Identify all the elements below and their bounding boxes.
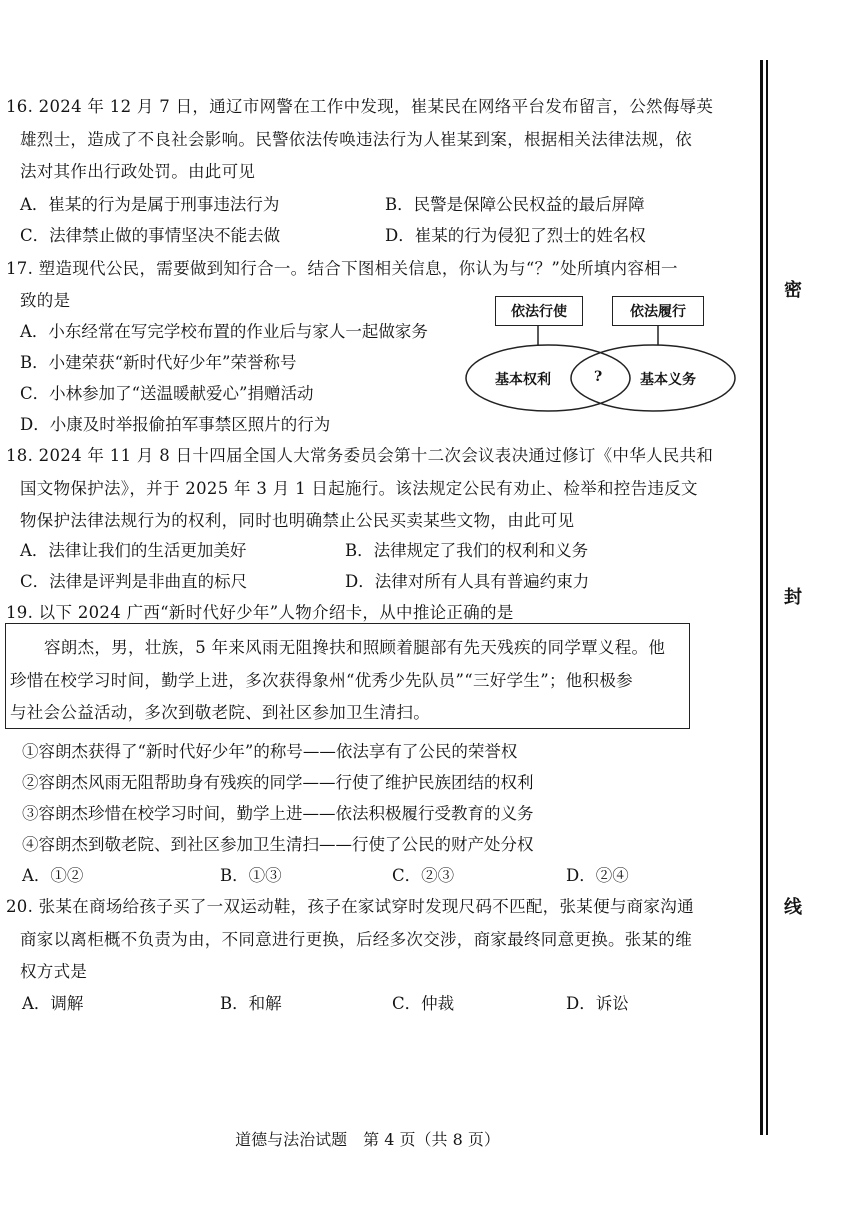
q19-option-d: D．②④ [566, 866, 629, 885]
q16-stem-line-2: 雄烈士，造成了不良社会影响。民警依法传唤违法行为人崔某到案，根据相关法律法规，依 [20, 130, 692, 149]
seal-mark-mi: 密 [784, 280, 802, 301]
q17-stem-line-1: 17. 塑造现代公民，需要做到知行合一。结合下图相关信息，你认为与“？”处所填内容相一 [6, 259, 678, 278]
q16-stem-line-3: 法对其作出行政处罚。由此可见 [20, 162, 256, 181]
q20-stem-line-1: 20. 张某在商场给孩子买了一双运动鞋，孩子在家试穿时发现尺码不匹配，张某便与商家沟通 [6, 897, 694, 916]
q19-statement-1: ①容朗杰获得了“新时代好少年”的称号——依法享有了公民的荣誉权 [22, 742, 518, 761]
q20-option-a: A．调解 [22, 994, 84, 1013]
q17-option-d: D．小康及时举报偷拍军事禁区照片的行为 [20, 415, 331, 434]
label-basic-rights: 基本权利 [495, 372, 551, 388]
q20-option-d: D．诉讼 [566, 994, 629, 1013]
q20-stem-line-3: 权方式是 [20, 962, 88, 981]
q16-option-b: B．民警是保障公民权益的最后屏障 [385, 195, 645, 214]
q16-option-a: A．崔某的行为是属于刑事违法行为 [20, 195, 280, 214]
q18-option-a: A．法律让我们的生活更加美好 [20, 541, 247, 560]
q19-option-a: A．①② [22, 866, 84, 885]
seal-mark-feng: 封 [784, 587, 802, 608]
q19-option-b: B．①③ [220, 866, 282, 885]
rights-duties-diagram [460, 290, 740, 440]
q16-option-c: C．法律禁止做的事情坚决不能去做 [20, 226, 281, 245]
q16-stem-line-1: 16. 2024 年 12 月 7 日，通辽市网警在工作中发现，崔某民在网络平台发布留言，公然侮辱英 [6, 97, 714, 116]
q17-stem-line-2: 致的是 [20, 291, 71, 310]
q19-stem: 19. 以下 2024 广西“新时代好少年”人物介绍卡，从中推论正确的是 [6, 603, 514, 622]
profile-card-line-3: 与社会公益活动，多次到敬老院、到社区参加卫生清扫。 [10, 703, 430, 722]
q19-statement-2: ②容朗杰风雨无阻帮助身有残疾的同学——行使了维护民族团结的权利 [22, 773, 534, 792]
profile-card-line-2: 珍惜在校学习时间，勤学上进，多次获得象州“优秀少先队员”“三好学生”；他积极参 [10, 671, 633, 690]
q17-option-a: A．小东经常在写完学校布置的作业后与家人一起做家务 [20, 322, 428, 341]
q20-option-c: C．仲裁 [392, 994, 455, 1013]
q17-option-b: B．小建荣获“新时代好少年”荣誉称号 [20, 353, 297, 372]
box-perform-lawfully: 依法履行 [612, 296, 704, 326]
q20-option-b: B．和解 [220, 994, 282, 1013]
seal-mark-xian: 线 [784, 897, 802, 918]
q19-option-c: C．②③ [392, 866, 455, 885]
binding-line-outer [766, 60, 768, 1135]
q18-stem-line-2: 国文物保护法》，并于 2025 年 3 月 1 日起施行。该法规定公民有劝止、检举和控告违反文 [20, 479, 698, 498]
q18-option-b: B．法律规定了我们的权利和义务 [345, 541, 589, 560]
q18-stem-line-3: 物保护法律法规行为的权利，同时也明确禁止公民买卖某些文物，由此可见 [20, 511, 575, 530]
q18-option-d: D．法律对所有人具有普遍约束力 [345, 572, 590, 591]
page-footer: 道德与法治试题 第 4 页（共 8 页） [235, 1130, 500, 1149]
q20-stem-line-2: 商家以离柜概不负责为由，不同意进行更换，后经多次交涉，商家最终同意更换。张某的维 [20, 930, 692, 949]
q16-option-d: D．崔某的行为侵犯了烈士的姓名权 [385, 226, 646, 245]
box-exercise-lawfully: 依法行使 [495, 296, 583, 326]
profile-card-line-1: 容朗杰，男，壮族，5 年来风雨无阻搀扶和照顾着腿部有先天残疾的同学覃义程。他 [44, 638, 666, 657]
q18-option-c: C．法律是评判是非曲直的标尺 [20, 572, 248, 591]
binding-line-inner [760, 60, 763, 1135]
label-question-mark: ? [594, 369, 603, 385]
q19-statement-3: ③容朗杰珍惜在校学习时间，勤学上进——依法积极履行受教育的义务 [22, 804, 534, 823]
label-basic-duties: 基本义务 [640, 372, 696, 388]
q17-option-c: C．小林参加了“送温暖献爱心”捐赠活动 [20, 384, 314, 403]
q19-statement-4: ④容朗杰到敬老院、到社区参加卫生清扫——行使了公民的财产处分权 [22, 835, 534, 854]
q18-stem-line-1: 18. 2024 年 11 月 8 日十四届全国人大常务委员会第十二次会议表决通过修订《中华人民共和 [6, 446, 714, 465]
